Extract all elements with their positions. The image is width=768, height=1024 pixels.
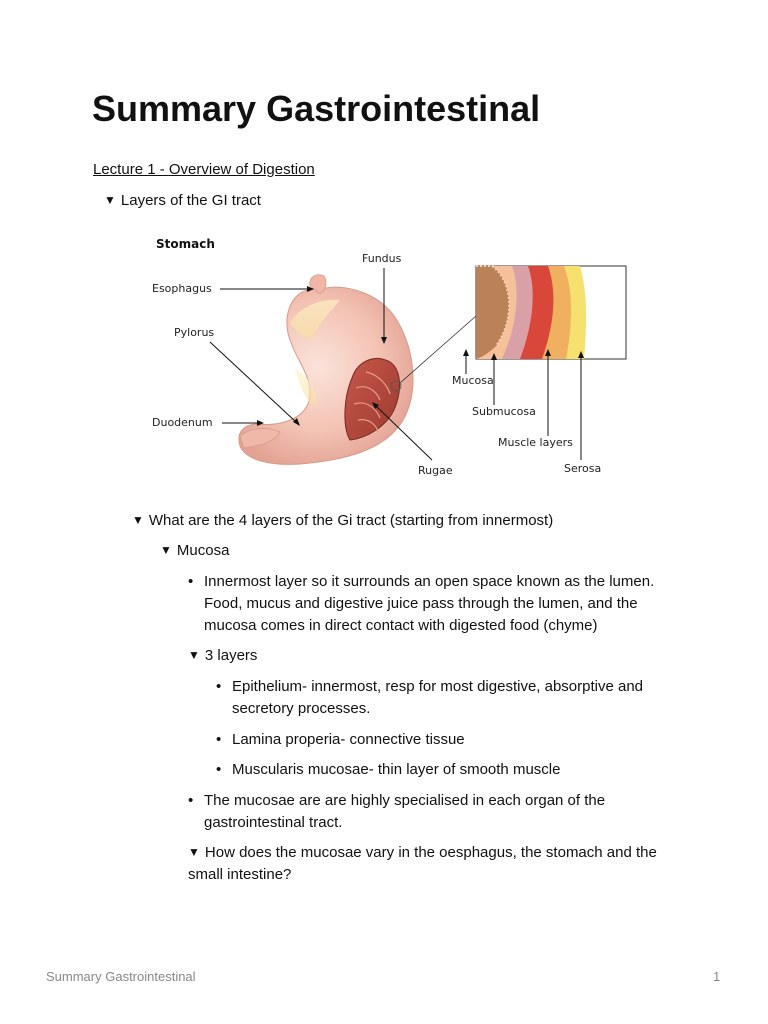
page-title: Summary Gastrointestinal xyxy=(92,88,541,129)
label-duodenum: Duodenum xyxy=(152,416,213,429)
toggle-label-continued: small intestine? xyxy=(188,866,292,883)
bullet-dot-icon: • xyxy=(216,761,222,778)
bullet-dot-icon: • xyxy=(216,731,222,748)
bullet-dot-icon: • xyxy=(188,573,194,590)
list-item-text: The mucosae are are highly specialised in each organ of the xyxy=(204,792,606,809)
label-rugae: Rugae xyxy=(418,464,453,477)
label-serosa: Serosa xyxy=(564,462,602,475)
list-item-text: mucosa comes in direct contact with digested food (chyme) xyxy=(204,617,598,634)
label-pylorus: Pylorus xyxy=(174,326,215,339)
stomach-diagram xyxy=(140,228,640,488)
label-esophagus: Esophagus xyxy=(152,282,212,295)
toggle-four-layers[interactable] xyxy=(132,510,553,532)
toggle-three-layers[interactable] xyxy=(188,645,257,667)
footer-title: Summary Gastrointestinal xyxy=(46,969,196,984)
lecture-heading[interactable]: Lecture 1 - Overview of Digestion xyxy=(93,161,315,178)
list-item-text: gastrointestinal tract. xyxy=(204,814,343,831)
triangle-down-icon[interactable]: ▼ xyxy=(132,513,144,527)
list-item-text: Food, mucus and digestive juice pass through the lumen, and the xyxy=(204,595,638,612)
figure-title: Stomach xyxy=(156,237,215,251)
bullet-dot-icon: • xyxy=(216,678,222,695)
label-muscle-layers: Muscle layers xyxy=(498,436,573,449)
triangle-down-icon[interactable]: ▼ xyxy=(160,543,172,557)
list-item-text: secretory processes. xyxy=(232,700,371,717)
triangle-down-icon[interactable]: ▼ xyxy=(104,193,116,207)
label-fundus: Fundus xyxy=(362,252,402,265)
list-item-text: Lamina properia- connective tissue xyxy=(232,731,465,748)
list-item-text: Epithelium- innermost, resp for most digestive, absorptive and xyxy=(232,678,644,695)
page-number: 1 xyxy=(713,969,721,984)
list-item-text: Muscularis mucosae- thin layer of smooth muscle xyxy=(232,761,561,778)
toggle-mucosae-vary[interactable] xyxy=(188,842,657,886)
label-submucosa: Submucosa xyxy=(472,405,536,418)
layer-cross-section xyxy=(476,266,626,359)
list-item xyxy=(216,729,465,751)
toggle-label: Mucosa xyxy=(176,542,230,559)
label-mucosa: Mucosa xyxy=(452,374,494,387)
list-item xyxy=(188,571,655,637)
toggle-label: What are the 4 layers of the Gi tract (starting from innermost) xyxy=(148,512,554,529)
triangle-down-icon[interactable]: ▼ xyxy=(188,648,200,662)
list-item xyxy=(216,759,561,781)
list-item xyxy=(216,676,644,720)
toggle-layers[interactable] xyxy=(104,190,261,212)
list-item xyxy=(188,790,606,834)
bullet-dot-icon: • xyxy=(188,792,194,809)
toggle-mucosa[interactable] xyxy=(160,540,229,562)
list-item-text: Innermost layer so it surrounds an open space known as the lumen. xyxy=(204,573,655,590)
stomach-illustration xyxy=(239,275,413,465)
toggle-label: 3 layers xyxy=(204,647,258,664)
toggle-label: Layers of the GI tract xyxy=(120,192,261,209)
toggle-label: How does the mucosae vary in the oesphagus, the stomach and the xyxy=(204,844,657,861)
triangle-down-icon[interactable]: ▼ xyxy=(188,845,200,859)
